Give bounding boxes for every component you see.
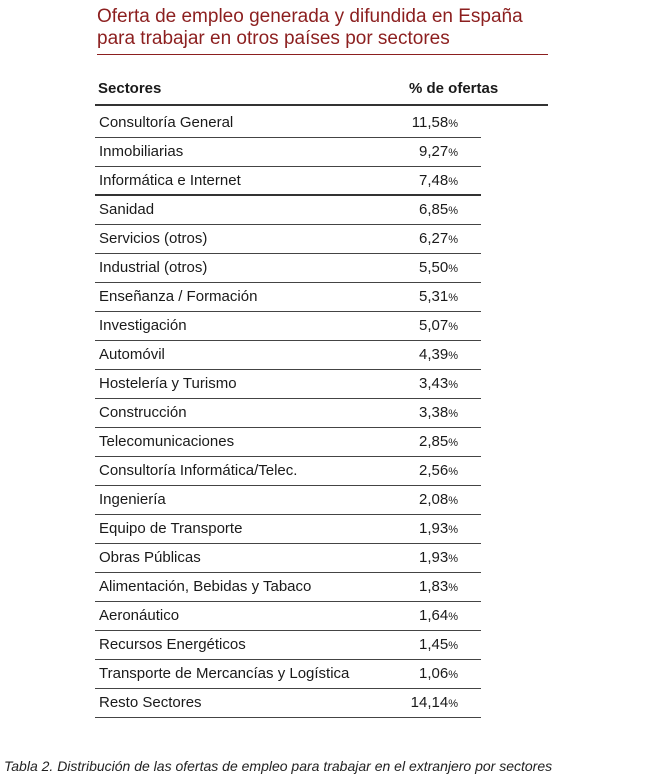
percent-unit: % (448, 263, 458, 275)
sector-percent (412, 109, 458, 138)
percent-unit: % (448, 698, 458, 710)
sector-name: Industrial (otros) (99, 259, 208, 276)
percent-unit: % (448, 379, 458, 391)
percent-unit: % (448, 234, 458, 246)
percent-value: 9,27 (419, 143, 449, 160)
sector-percent (419, 602, 458, 631)
percent-value: 1,83 (419, 578, 449, 595)
percent-value: 1,45 (419, 636, 449, 653)
sector-name: Alimentación, Bebidas y Tabaco (99, 578, 312, 595)
sector-name: Sanidad (99, 201, 155, 218)
percent-unit: % (448, 495, 458, 507)
percent-unit: % (448, 582, 458, 594)
percent-unit: % (448, 640, 458, 652)
percent-value: 2,85 (419, 433, 449, 450)
sector-name: Obras Públicas (99, 549, 201, 566)
sector-percent (419, 341, 458, 370)
table-row (95, 225, 481, 254)
sector-name: Ingeniería (99, 491, 166, 508)
sector-percent (419, 573, 458, 602)
percent-unit: % (448, 118, 458, 130)
sector-name: Transporte de Mercancías y Logística (99, 665, 350, 682)
percent-value: 2,08 (419, 491, 449, 508)
percent-unit: % (448, 205, 458, 217)
sector-name: Recursos Energéticos (99, 636, 246, 653)
percent-unit: % (448, 321, 458, 333)
sector-name: Resto Sectores (99, 694, 202, 711)
sector-percent (419, 138, 458, 167)
table-row (95, 602, 481, 631)
percent-value: 6,27 (419, 230, 449, 247)
sectors-table (95, 76, 548, 711)
table-row (95, 370, 481, 399)
table-row (95, 254, 481, 283)
title-line-1: Oferta de empleo generada y difundida en España (97, 6, 523, 27)
table-row (95, 660, 481, 689)
sector-percent (419, 283, 458, 312)
percent-unit: % (448, 147, 458, 159)
sector-name: Inmobiliarias (99, 143, 184, 160)
sector-percent (419, 428, 458, 457)
percent-value: 3,38 (419, 404, 449, 421)
sector-percent (419, 167, 458, 196)
sector-percent (419, 544, 458, 573)
sector-percent (419, 196, 458, 225)
percent-value: 3,43 (419, 375, 449, 392)
sector-name: Enseñanza / Formación (99, 288, 258, 305)
title-divider (97, 54, 548, 55)
sector-name: Informática e Internet (99, 172, 241, 189)
percent-value: 4,39 (419, 346, 449, 363)
table-row (95, 631, 481, 660)
sector-name: Investigación (99, 317, 187, 334)
sector-name: Construcción (99, 404, 187, 421)
percent-value: 2,56 (419, 462, 449, 479)
table-row (95, 399, 481, 428)
table-row (95, 341, 481, 370)
sector-percent (419, 399, 458, 428)
sector-percent (419, 660, 458, 689)
header-percent: % de ofertas (409, 80, 499, 97)
percent-unit: % (448, 553, 458, 565)
sector-percent (419, 312, 458, 341)
table-row (95, 196, 481, 225)
percent-value: 14,14 (410, 694, 449, 711)
header-sectors: Sectores (98, 80, 162, 97)
percent-unit: % (448, 466, 458, 478)
percent-value: 1,93 (419, 520, 449, 537)
table-header (95, 76, 548, 106)
percent-value: 5,31 (419, 288, 449, 305)
table-title (97, 6, 557, 50)
table-row (95, 312, 481, 341)
table-row (95, 109, 481, 138)
table-row (95, 544, 481, 573)
percent-unit: % (448, 524, 458, 536)
table-row (95, 457, 481, 486)
percent-value: 5,07 (419, 317, 449, 334)
table-row (95, 428, 481, 457)
percent-value: 1,64 (419, 607, 449, 624)
sector-name: Hostelería y Turismo (99, 375, 237, 392)
percent-unit: % (448, 669, 458, 681)
sector-percent (419, 370, 458, 399)
percent-value: 1,93 (419, 549, 449, 566)
percent-value: 5,50 (419, 259, 449, 276)
percent-unit: % (448, 350, 458, 362)
percent-unit: % (448, 437, 458, 449)
sector-percent (411, 689, 458, 718)
table-caption: Tabla 2. Distribución de las ofertas de empleo para trabajar en el extranjero por sectores (4, 758, 553, 774)
title-line-2: para trabajar en otros países por sectores (97, 28, 450, 49)
sector-percent (419, 515, 458, 544)
sector-name: Equipo de Transporte (99, 520, 243, 537)
sector-name: Aeronáutico (99, 607, 180, 624)
sector-percent (419, 631, 458, 660)
percent-value: 6,85 (419, 201, 449, 218)
percent-value: 1,06 (419, 665, 449, 682)
sector-percent (419, 486, 458, 515)
sector-percent (419, 254, 458, 283)
sector-name: Servicios (otros) (99, 230, 208, 247)
table-row (95, 283, 481, 312)
table-row (95, 138, 481, 167)
sector-percent (419, 457, 458, 486)
sector-name: Telecomunicaciones (99, 433, 235, 450)
table-row (95, 486, 481, 515)
table-row (95, 167, 481, 196)
sector-name: Consultoría Informática/Telec. (99, 462, 298, 479)
percent-value: 11,58 (411, 114, 449, 131)
percent-unit: % (448, 176, 458, 188)
table-row (95, 689, 481, 718)
table-row (95, 515, 481, 544)
table-row (95, 573, 481, 602)
percent-unit: % (448, 408, 458, 420)
percent-value: 7,48 (419, 172, 449, 189)
table-body (95, 109, 481, 718)
percent-unit: % (448, 611, 458, 623)
percent-unit: % (448, 292, 458, 304)
sector-name: Automóvil (99, 346, 165, 363)
sector-percent (419, 225, 458, 254)
sector-name: Consultoría General (99, 114, 234, 131)
